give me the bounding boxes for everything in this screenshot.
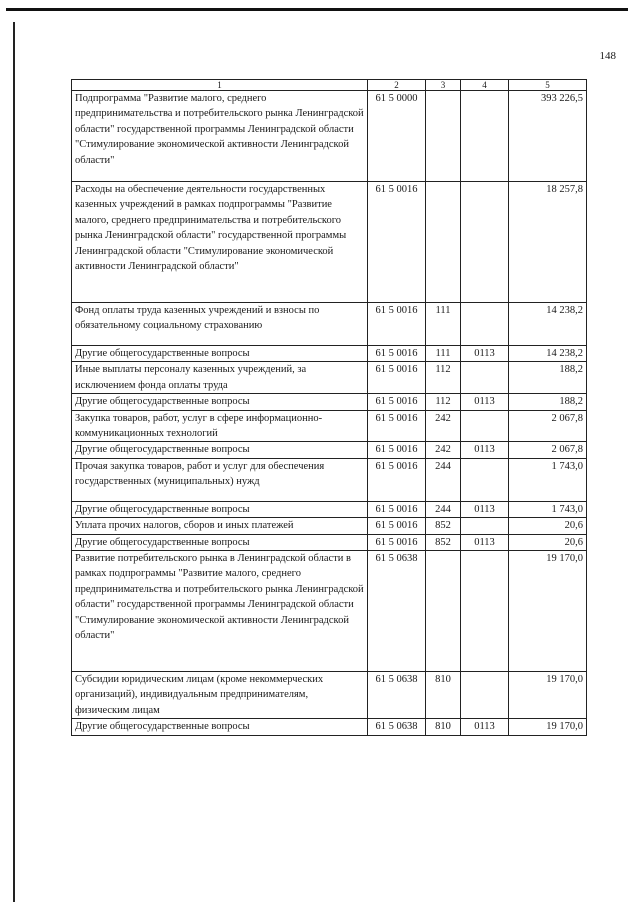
table-row: [72, 719, 587, 735]
table-row: [72, 534, 587, 550]
row-description: Иные выплаты персоналу казенных учреждений, за исключением фонда оплаты труда: [72, 362, 368, 394]
table-row: [72, 91, 587, 182]
row-section-code: 0113: [461, 394, 509, 410]
table-header-row: [72, 80, 587, 91]
row-target-code: 61 5 0016: [368, 534, 426, 550]
row-amount: 14 238,2: [509, 303, 587, 346]
row-amount: 14 238,2: [509, 346, 587, 362]
table-row: [72, 303, 587, 346]
row-expense-type: 852: [426, 534, 461, 550]
row-expense-type: 810: [426, 672, 461, 719]
row-target-code: 61 5 0638: [368, 672, 426, 719]
table-row: [72, 410, 587, 442]
row-expense-type: 244: [426, 501, 461, 517]
row-target-code: 61 5 0016: [368, 362, 426, 394]
table-row: [72, 442, 587, 458]
row-amount: 19 170,0: [509, 551, 587, 672]
row-target-code: 61 5 0016: [368, 410, 426, 442]
row-expense-type: 242: [426, 442, 461, 458]
row-target-code: 61 5 0016: [368, 303, 426, 346]
table-row: [72, 551, 587, 672]
row-section-code: [461, 518, 509, 534]
row-target-code: 61 5 0016: [368, 518, 426, 534]
header-cell: 1: [72, 80, 368, 91]
row-section-code: [461, 551, 509, 672]
row-section-code: [461, 182, 509, 303]
table-row: [72, 518, 587, 534]
row-amount: 20,6: [509, 518, 587, 534]
row-target-code: 61 5 0016: [368, 182, 426, 303]
row-amount: 2 067,8: [509, 442, 587, 458]
row-description: Другие общегосударственные вопросы: [72, 534, 368, 550]
table-row: [72, 362, 587, 394]
table-row: [72, 346, 587, 362]
row-description: Развитие потребительского рынка в Ленинградской области в рамках подпрограммы "Развитие малого, среднего предпринимательства и потребительского рынка Ленинградской области" государственной программы Ленинградской области "Стимулирование экономической активности Ленинградской области": [72, 551, 368, 672]
row-description: Фонд оплаты труда казенных учреждений и взносы по обязательному социальному страхованию: [72, 303, 368, 346]
row-target-code: 61 5 0016: [368, 346, 426, 362]
top-border-line: [6, 8, 628, 11]
row-amount: 188,2: [509, 394, 587, 410]
table-row: [72, 501, 587, 517]
row-description: Уплата прочих налогов, сборов и иных платежей: [72, 518, 368, 534]
row-amount: 188,2: [509, 362, 587, 394]
row-expense-type: [426, 182, 461, 303]
row-section-code: [461, 458, 509, 501]
header-cell: 4: [461, 80, 509, 91]
row-amount: 19 170,0: [509, 719, 587, 735]
row-description: Другие общегосударственные вопросы: [72, 394, 368, 410]
row-expense-type: 111: [426, 346, 461, 362]
row-expense-type: 242: [426, 410, 461, 442]
row-target-code: 61 5 0638: [368, 719, 426, 735]
header-cell: 2: [368, 80, 426, 91]
header-cell: 5: [509, 80, 587, 91]
row-description: Другие общегосударственные вопросы: [72, 346, 368, 362]
row-section-code: [461, 410, 509, 442]
row-target-code: 61 5 0016: [368, 458, 426, 501]
row-expense-type: 112: [426, 362, 461, 394]
row-section-code: 0113: [461, 719, 509, 735]
row-description: Прочая закупка товаров, работ и услуг для обеспечения государственных (муниципальных) нужд: [72, 458, 368, 501]
row-target-code: 61 5 0000: [368, 91, 426, 182]
row-section-code: [461, 303, 509, 346]
row-amount: 20,6: [509, 534, 587, 550]
row-section-code: 0113: [461, 534, 509, 550]
budget-table: [71, 79, 587, 736]
table-row: [72, 458, 587, 501]
page-number: 148: [599, 50, 616, 62]
row-amount: 393 226,5: [509, 91, 587, 182]
row-amount: 1 743,0: [509, 458, 587, 501]
row-section-code: 0113: [461, 346, 509, 362]
row-description: Другие общегосударственные вопросы: [72, 442, 368, 458]
header-cell: 3: [426, 80, 461, 91]
row-expense-type: 112: [426, 394, 461, 410]
row-description: Закупка товаров, работ, услуг в сфере информационно-коммуникационных технологий: [72, 410, 368, 442]
row-section-code: [461, 672, 509, 719]
table-row: [72, 672, 587, 719]
row-section-code: [461, 91, 509, 182]
row-expense-type: 111: [426, 303, 461, 346]
row-amount: 19 170,0: [509, 672, 587, 719]
row-target-code: 61 5 0638: [368, 551, 426, 672]
row-target-code: 61 5 0016: [368, 501, 426, 517]
row-amount: 1 743,0: [509, 501, 587, 517]
row-expense-type: [426, 551, 461, 672]
row-description: Подпрограмма "Развитие малого, среднего предпринимательства и потребительского рынка Ленинградской области" государственной программы Ленинградской области "Стимулирование экономической активности Ленинградской области": [72, 91, 368, 182]
row-description: Субсидии юридическим лицам (кроме некоммерческих организаций), индивидуальным предпринимателям, физическим лицам: [72, 672, 368, 719]
row-expense-type: [426, 91, 461, 182]
row-section-code: 0113: [461, 501, 509, 517]
row-description: Расходы на обеспечение деятельности государственных казенных учреждений в рамках подпрограммы "Развитие малого, среднего предпринимательства и потребительского рынка Ленинградской области" государственной программы Ленинградской области "Стимулирование экономической активности Ленинградской области": [72, 182, 368, 303]
row-section-code: 0113: [461, 442, 509, 458]
row-expense-type: 810: [426, 719, 461, 735]
row-section-code: [461, 362, 509, 394]
row-amount: 2 067,8: [509, 410, 587, 442]
row-expense-type: 244: [426, 458, 461, 501]
row-target-code: 61 5 0016: [368, 442, 426, 458]
table-row: [72, 182, 587, 303]
row-description: Другие общегосударственные вопросы: [72, 501, 368, 517]
table-row: [72, 394, 587, 410]
left-border-line: [13, 22, 15, 902]
row-target-code: 61 5 0016: [368, 394, 426, 410]
row-expense-type: 852: [426, 518, 461, 534]
row-description: Другие общегосударственные вопросы: [72, 719, 368, 735]
row-amount: 18 257,8: [509, 182, 587, 303]
